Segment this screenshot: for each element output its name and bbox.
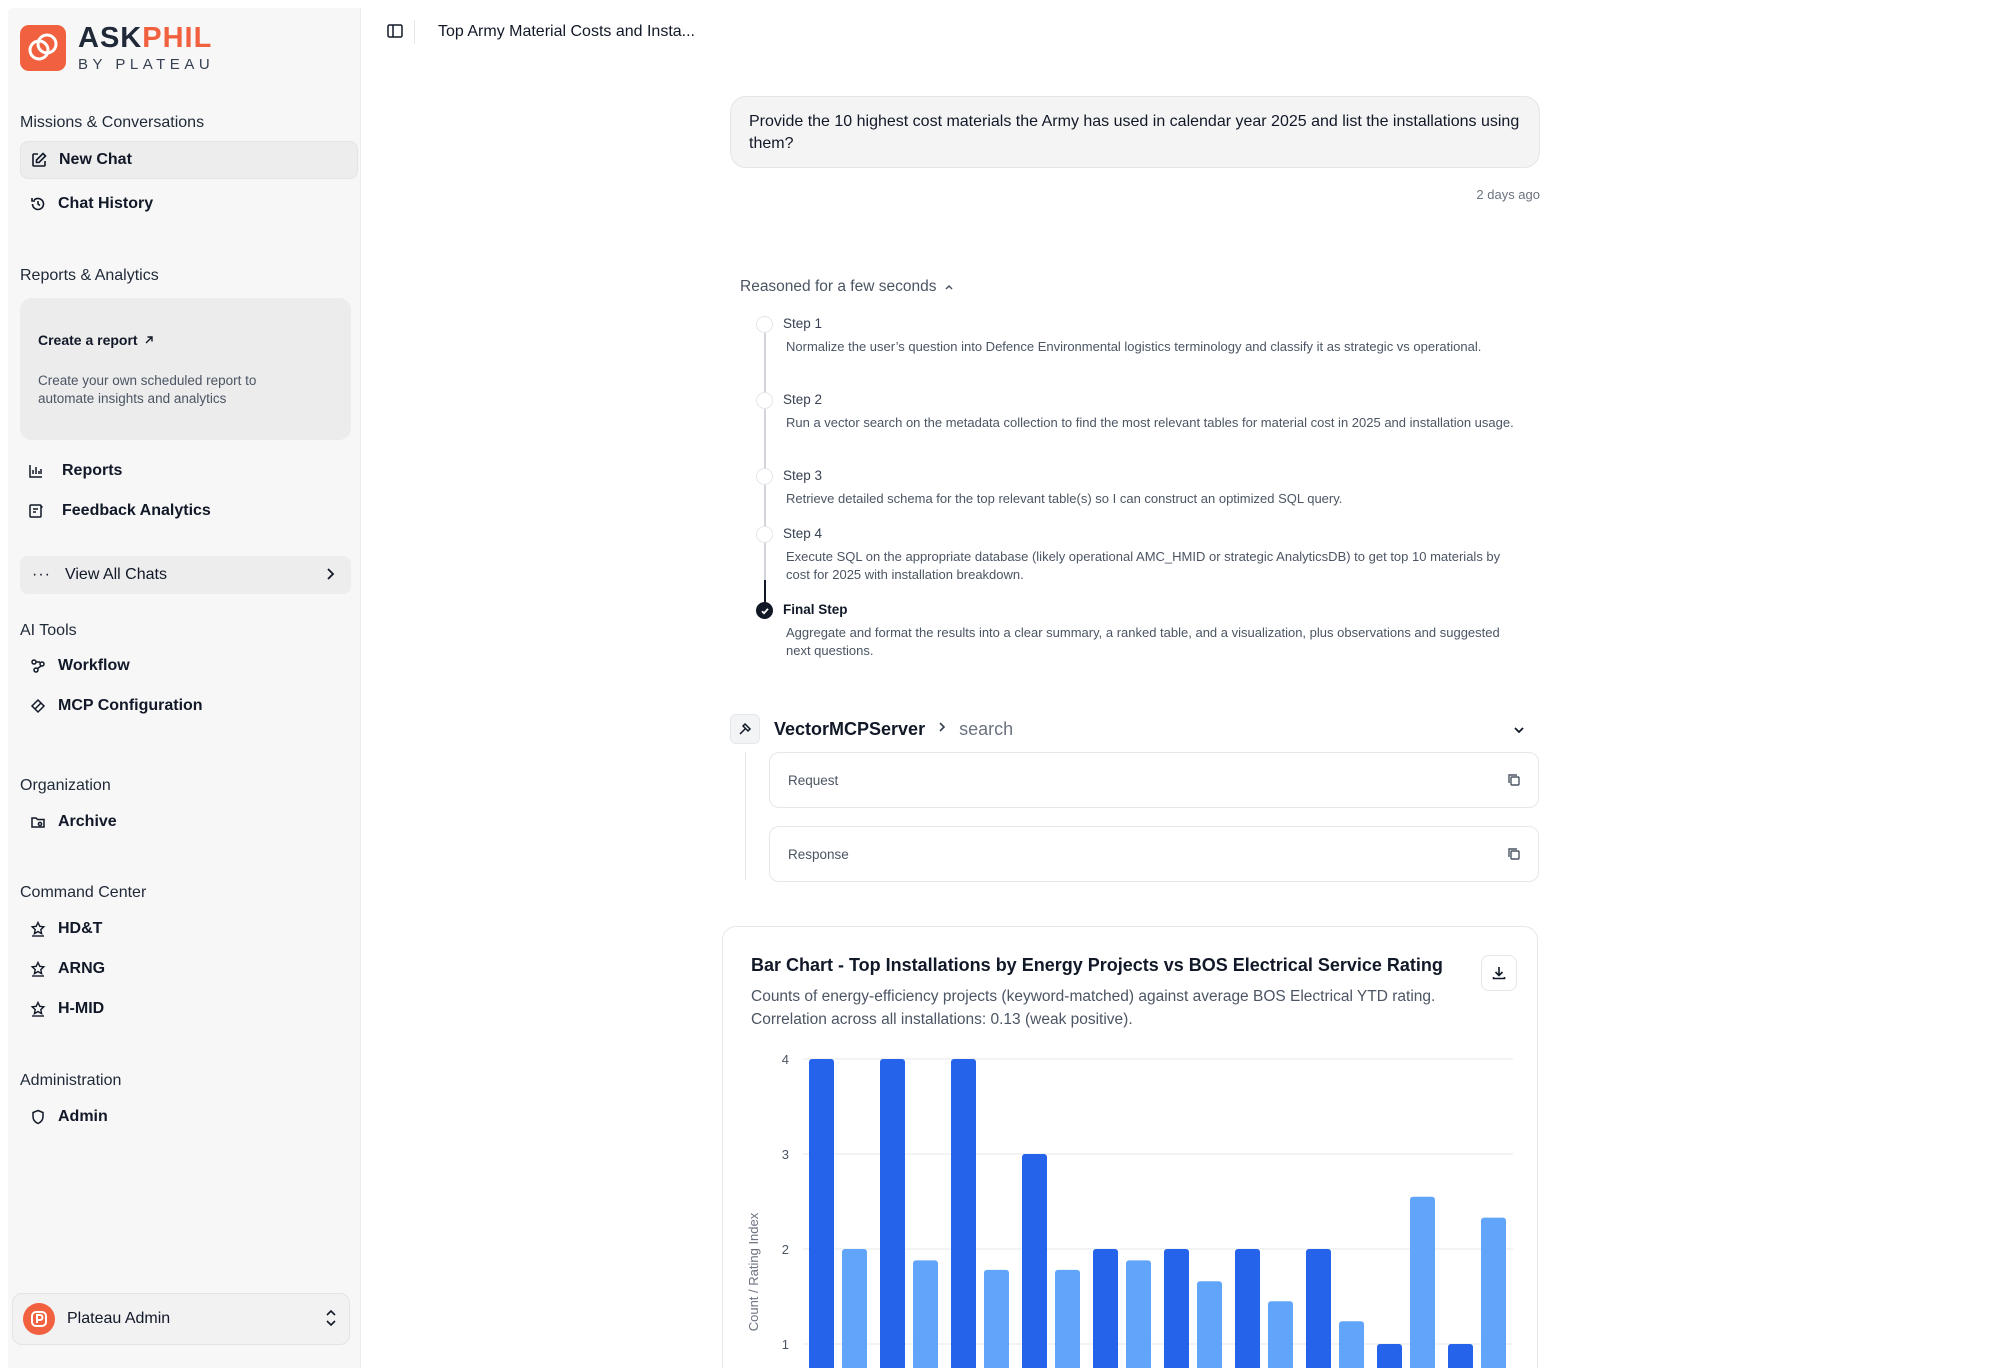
- avatar: [23, 1303, 55, 1335]
- bar-chart: [723, 927, 1539, 1368]
- bar: [1377, 1344, 1402, 1368]
- new-chat-label: New Chat: [59, 151, 132, 168]
- more-icon: ···: [32, 566, 51, 583]
- bar: [1448, 1344, 1473, 1368]
- bar: [1268, 1301, 1293, 1368]
- star-badge-icon: [28, 999, 48, 1019]
- chat-title: Top Army Material Costs and Insta...: [438, 23, 695, 40]
- bar: [842, 1249, 867, 1368]
- bar: [1022, 1154, 1047, 1368]
- sidebar-toggle-icon[interactable]: [386, 22, 406, 42]
- chart-card: [722, 926, 1538, 1368]
- arrow-up-right-icon: [144, 335, 154, 345]
- mcp-configuration-label: MCP Configuration: [58, 697, 203, 714]
- tool-call-header[interactable]: [730, 714, 1540, 744]
- step-dot: [756, 316, 773, 333]
- brand-subtitle: BY PLATEAU: [78, 56, 215, 73]
- user-menu[interactable]: [12, 1293, 350, 1345]
- mcp-icon: [28, 696, 48, 716]
- sidebar: [8, 8, 361, 1368]
- y-tick-label: 2: [781, 1242, 789, 1257]
- step-title: Step 2: [783, 392, 823, 407]
- tool-method: search: [959, 718, 1014, 739]
- history-icon: [28, 194, 48, 214]
- bar: [1410, 1197, 1435, 1368]
- y-tick-label: 3: [781, 1147, 789, 1162]
- tool-rail: [745, 752, 746, 880]
- workflow-icon: [28, 656, 48, 676]
- folder-search-icon: [28, 812, 48, 832]
- step-title: Step 3: [783, 468, 823, 483]
- bar: [951, 1059, 976, 1368]
- reports-label: Reports: [62, 462, 123, 479]
- star-badge-icon: [28, 919, 48, 939]
- y-axis-label: Count / Rating Index: [746, 1212, 761, 1332]
- step-desc: Run a vector search on the metadata collection to find the most relevant tables for material cost in 2025 and installation usage.: [786, 415, 1514, 430]
- bar-chart-icon: [26, 461, 46, 481]
- tool-server-name: VectorMCPServer: [774, 718, 926, 739]
- command-item-label: ARNG: [58, 960, 106, 977]
- bar: [1481, 1218, 1506, 1368]
- response-panel[interactable]: [769, 826, 1539, 882]
- reasoning-label: Reasoned for a few seconds: [740, 278, 937, 295]
- user-name: Plateau Admin: [67, 1310, 171, 1327]
- section-ai-tools: AI Tools: [20, 622, 77, 639]
- brand-name: ASKPHIL: [78, 22, 213, 54]
- request-label: Request: [788, 772, 839, 788]
- bar: [1197, 1281, 1222, 1368]
- workflow-label: Workflow: [58, 657, 130, 674]
- step-dot: [756, 526, 773, 543]
- section-command-center: Command Center: [20, 884, 147, 901]
- star-badge-icon: [28, 959, 48, 979]
- chevron-up-down-icon: [325, 1309, 337, 1332]
- mcp-configuration-link[interactable]: [20, 687, 358, 725]
- feedback-analytics-link[interactable]: [20, 492, 358, 530]
- hammer-icon: [730, 714, 760, 744]
- create-report-desc: Create your own scheduled report to automate insights and analytics: [38, 373, 257, 406]
- chat-history-label: Chat History: [58, 195, 154, 212]
- view-all-chats-button[interactable]: [20, 556, 351, 594]
- step-title: Step 1: [783, 316, 823, 331]
- reasoning-toggle[interactable]: [740, 278, 954, 296]
- bar: [1306, 1249, 1331, 1368]
- y-tick-label: 4: [781, 1052, 789, 1067]
- command-item-arng[interactable]: [20, 950, 358, 988]
- top-bar: [362, 8, 2000, 56]
- chevron-right-icon: [323, 566, 337, 587]
- step-dot: [756, 392, 773, 409]
- command-item-hmid[interactable]: [20, 990, 358, 1028]
- create-report-title[interactable]: Create a report: [38, 332, 333, 348]
- copy-icon[interactable]: [1506, 846, 1522, 865]
- feedback-analytics-label: Feedback Analytics: [62, 502, 211, 519]
- reports-link[interactable]: [20, 452, 358, 490]
- bar: [1126, 1260, 1151, 1368]
- feedback-icon: [26, 501, 46, 521]
- section-administration: Administration: [20, 1072, 122, 1089]
- chevron-down-icon[interactable]: [1512, 722, 1526, 740]
- step-desc: Aggregate and format the results into a clear summary, a ranked table, and a visualization, plus observations and suggested next questions.: [786, 625, 1500, 658]
- askphil-logo-icon: [20, 25, 66, 71]
- step-title: Step 4: [783, 526, 823, 541]
- new-chat-button[interactable]: [20, 141, 358, 179]
- chevron-up-icon: [944, 283, 954, 291]
- section-missions: Missions & Conversations: [20, 114, 205, 131]
- copy-icon[interactable]: [1506, 772, 1522, 791]
- section-reports: Reports & Analytics: [20, 267, 159, 284]
- step-desc: Execute SQL on the appropriate database (likely operational AMC_HMID or strategic AnalyticsDB) to get top 10 materials by cost for 2025 with installation breakdown.: [786, 549, 1501, 582]
- admin-label: Admin: [58, 1108, 108, 1125]
- y-tick-label: 1: [781, 1337, 789, 1352]
- bar: [1235, 1249, 1260, 1368]
- bar: [1339, 1321, 1364, 1368]
- command-item-label: H-MID: [58, 1000, 105, 1017]
- chat-history-link[interactable]: [20, 185, 358, 223]
- chevron-right-icon: [937, 720, 947, 738]
- bar: [984, 1270, 1009, 1368]
- edit-icon: [29, 150, 49, 170]
- workflow-link[interactable]: [20, 647, 358, 685]
- create-report-card[interactable]: [20, 298, 351, 440]
- bar: [913, 1260, 938, 1368]
- bar: [1164, 1249, 1189, 1368]
- step-desc: Normalize the user’s question into Defence Environmental logistics terminology and classify it as strategic vs operational.: [786, 339, 1482, 354]
- request-panel[interactable]: [769, 752, 1539, 808]
- command-item-label: HD&T: [58, 920, 103, 937]
- command-item-hdt[interactable]: [20, 910, 358, 948]
- divider: [414, 20, 415, 44]
- archive-link[interactable]: [20, 803, 358, 841]
- response-label: Response: [788, 846, 849, 862]
- bar: [1055, 1270, 1080, 1368]
- bar: [809, 1059, 834, 1368]
- step-desc: Retrieve detailed schema for the top relevant table(s) so I can construct an optimized SQL query.: [786, 491, 1343, 506]
- shield-icon: [28, 1107, 48, 1127]
- chart-title: Bar Chart - Top Installations by Energy Projects vs BOS Electrical Service Rating: [751, 955, 1443, 975]
- view-all-chats-label: View All Chats: [64, 566, 167, 583]
- section-organization: Organization: [20, 777, 111, 794]
- check-circle-icon: [756, 602, 773, 619]
- message-timestamp: 2 days ago: [1476, 187, 1540, 202]
- bar: [880, 1059, 905, 1368]
- step-dot: [756, 468, 773, 485]
- chart-subtitle: Counts of energy-efficiency projects (keyword-matched) against average BOS Electrical YTD rating. Correlation across all installations: 0.13 (weak positive).: [751, 988, 1436, 1028]
- archive-label: Archive: [58, 813, 117, 830]
- user-message-bubble: Provide the 10 highest cost materials the Army has used in calendar year 2025 and list the installations using them?: [730, 96, 1540, 168]
- bar: [1093, 1249, 1118, 1368]
- brand[interactable]: [20, 24, 214, 72]
- admin-link[interactable]: [20, 1098, 358, 1136]
- step-title: Final Step: [783, 602, 848, 617]
